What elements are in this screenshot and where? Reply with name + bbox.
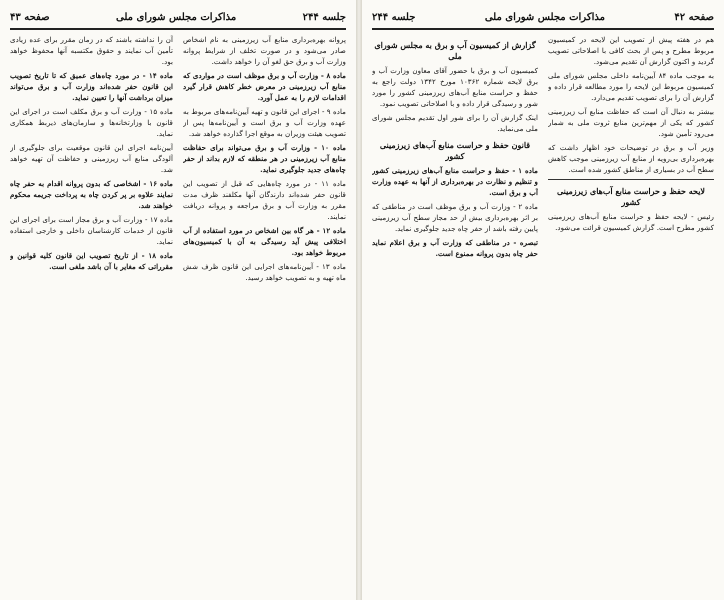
left-page-col-left (10, 34, 173, 594)
right-page-header (372, 6, 714, 30)
paragraph: وزیر آب و برق در توضیحات خود اظهار داشت که بهره‌برداری بی‌رویه از منابع آب زیرزمینی موجب کاهش سطح آب در بسیاری از مناطق کشور شده است. (548, 143, 714, 174)
paragraph: ماده ۱۲ - هر گاه بین اشخاص در مورد استفاده از آب اختلافی پیش آید رسیدگی به آن با کمیسیون‌های مربوط خواهد بود. (183, 226, 346, 257)
right-page (362, 0, 724, 600)
paragraph: ماده ۱۷ - وزارت آب و برق مجاز است برای اجرای این قانون از خدمات کارشناسان داخلی و خارجی استفاده نماید. (10, 215, 173, 246)
right-session-label: جلسه ۲۴۴ (372, 11, 416, 23)
paragraph: ماده ۱۶ - اشخاصی که بدون پروانه اقدام به حفر چاه نمایند علاوه بر پر کردن چاه به پرداخت جریمه محکوم خواهند شد. (10, 179, 173, 210)
right-page-number: صفحه ۴۲ (674, 11, 714, 23)
paragraph: آیین‌نامه اجرای این قانون موقعیت برای جلوگیری از آلودگی منابع آب زیرزمینی و حفاظت آن تهیه خواهد شد. (10, 143, 173, 174)
paragraph: هم در هفته پیش از تصویب این لایحه در کمیسیون مربوط مطرح و پس از بحث کافی با اصلاحاتی تصویب گردید و اکنون گزارش آن تقدیم می‌شود. (548, 35, 714, 66)
law-title: قانون حفظ و حراست منابع آب‌های زیرزمینی کشور (379, 140, 531, 161)
left-session-label: جلسه ۲۴۴ (302, 11, 346, 23)
paragraph: کمیسیون آب و برق با حضور آقای معاون وزارت آب و برق لایحه شماره ۱۰۳۶۲ مورخ ۱۳۴۲ دولت راجع به حفظ و حراست منابع آب‌های زیرزمینی کشور را مورد شور و رسیدگی قرار داده و با اصلاحاتی تصویب نمود. (372, 66, 538, 108)
paragraph: ماده ۹ - اجرای این قانون و تهیه آیین‌نامه‌های مربوط به عهده وزارت آب و برق است و آیین‌نامه‌ها پس از تصویب هیئت وزیران به موقع اجرا گذارده خواهد شد. (183, 107, 346, 138)
paragraph: ماده ۱۵ - وزارت آب و برق مکلف است در اجرای این قانون با وزارتخانه‌ها و سازمان‌های ذیربط همکاری نماید. (10, 107, 173, 138)
section-title: لایحه حفظ و حراست منابع آب‌های زیرزمینی کشور (557, 186, 705, 207)
paragraph: ماده ۸ - وزارت آب و برق موظف است در مواردی که منابع آب زیرزمینی در معرض خطر کاهش قرار گیرد اقدامات لازم را به عمل آورد. (183, 71, 346, 102)
right-page-columns (372, 34, 714, 594)
paragraph: ماده ۲ - وزارت آب و برق موظف است در مناطقی که بر اثر بهره‌برداری بیش از حد مجاز سطح آب زیرزمینی پایین رفته باشد از حفر چاه جدید جلوگیری نماید. (372, 202, 538, 233)
left-page (0, 0, 356, 600)
left-page-header (10, 6, 346, 30)
left-header-title: مذاکرات مجلس شورای ملی (116, 11, 237, 23)
right-page-col-right (548, 34, 714, 594)
divider (548, 179, 714, 180)
paragraph: ماده ۱۴ - در مورد چاه‌های عمیق که تا تاریخ تصویب این قانون حفر شده‌اند وزارت آب و برق می‌تواند میزان برداشت آنها را تعیین نماید. (10, 71, 173, 102)
paragraph: ماده ۱۱ - در مورد چاه‌هایی که قبل از تصویب این قانون حفر شده‌اند دارندگان آنها مکلفند ظرف مدت مقرر به وزارت آب و برق مراجعه و پروانه دریافت نمایند. (183, 179, 346, 221)
right-header-title: مذاکرات مجلس شورای ملی (484, 11, 605, 23)
paragraph: رئیس - لایحه حفظ و حراست منابع آب‌های زیرزمینی کشور مطرح است. گزارش کمیسیون قرائت می‌شود. (548, 212, 714, 232)
left-page-col-right (183, 34, 346, 594)
paragraph: آن را نداشته باشند که در زمان مقرر برای عده زیادی تأمین آب نمایند و حقوق مکتسبه آنها محفوظ خواهد بود. (10, 35, 173, 66)
paragraph: ماده ۱۸ - از تاریخ تصویب این قانون کلیه قوانین و مقرراتی که مغایر با آن باشد ملغی است. (10, 251, 173, 271)
left-page-number: صفحه ۴۳ (10, 11, 50, 23)
paragraph: به موجب ماده ۸۴ آیین‌نامه داخلی مجلس شورای ملی کمیسیون مربوط این لایحه را مورد مطالعه قرار داده و گزارش آن را برای تصویب تقدیم می‌دارد. (548, 71, 714, 102)
paragraph: اینک گزارش آن را برای شور اول تقدیم مجلس شورای ملی می‌نماید. (372, 113, 538, 133)
paragraph: ماده ۱ - حفظ و حراست منابع آب‌های زیرزمینی کشور و تنظیم و نظارت در بهره‌برداری از آنها به عهده وزارت آب و برق است. (372, 166, 538, 197)
paragraph: تبصره - در مناطقی که وزارت آب و برق اعلام نماید حفر چاه بدون پروانه ممنوع است. (372, 238, 538, 258)
paragraph: ماده ۱۰ - وزارت آب و برق می‌تواند برای حفاظت منابع آب زیرزمینی در هر منطقه که لازم بداند از حفر چاه‌های جدید جلوگیری نماید. (183, 143, 346, 174)
report-heading: گزارش از کمیسیون آب و برق به مجلس شورای ملی (374, 40, 536, 61)
right-page-col-left (372, 34, 538, 594)
paragraph: ماده ۱۳ - آیین‌نامه‌های اجرایی این قانون ظرف شش ماه تهیه و به تصویب خواهد رسید. (183, 262, 346, 282)
paragraph: پروانه بهره‌برداری منابع آب زیرزمینی به نام اشخاص صادر می‌شود و در صورت تخلف از شرایط پروانه وزارت آب و برق حق لغو آن را خواهد داشت. (183, 35, 346, 66)
left-page-columns (10, 34, 346, 594)
paragraph: بیشتر به دنبال آن است که حفاظت منابع آب زیرزمینی کشور که یکی از مهم‌ترین منابع ثروت ملی به شمار می‌رود تأمین شود. (548, 107, 714, 138)
